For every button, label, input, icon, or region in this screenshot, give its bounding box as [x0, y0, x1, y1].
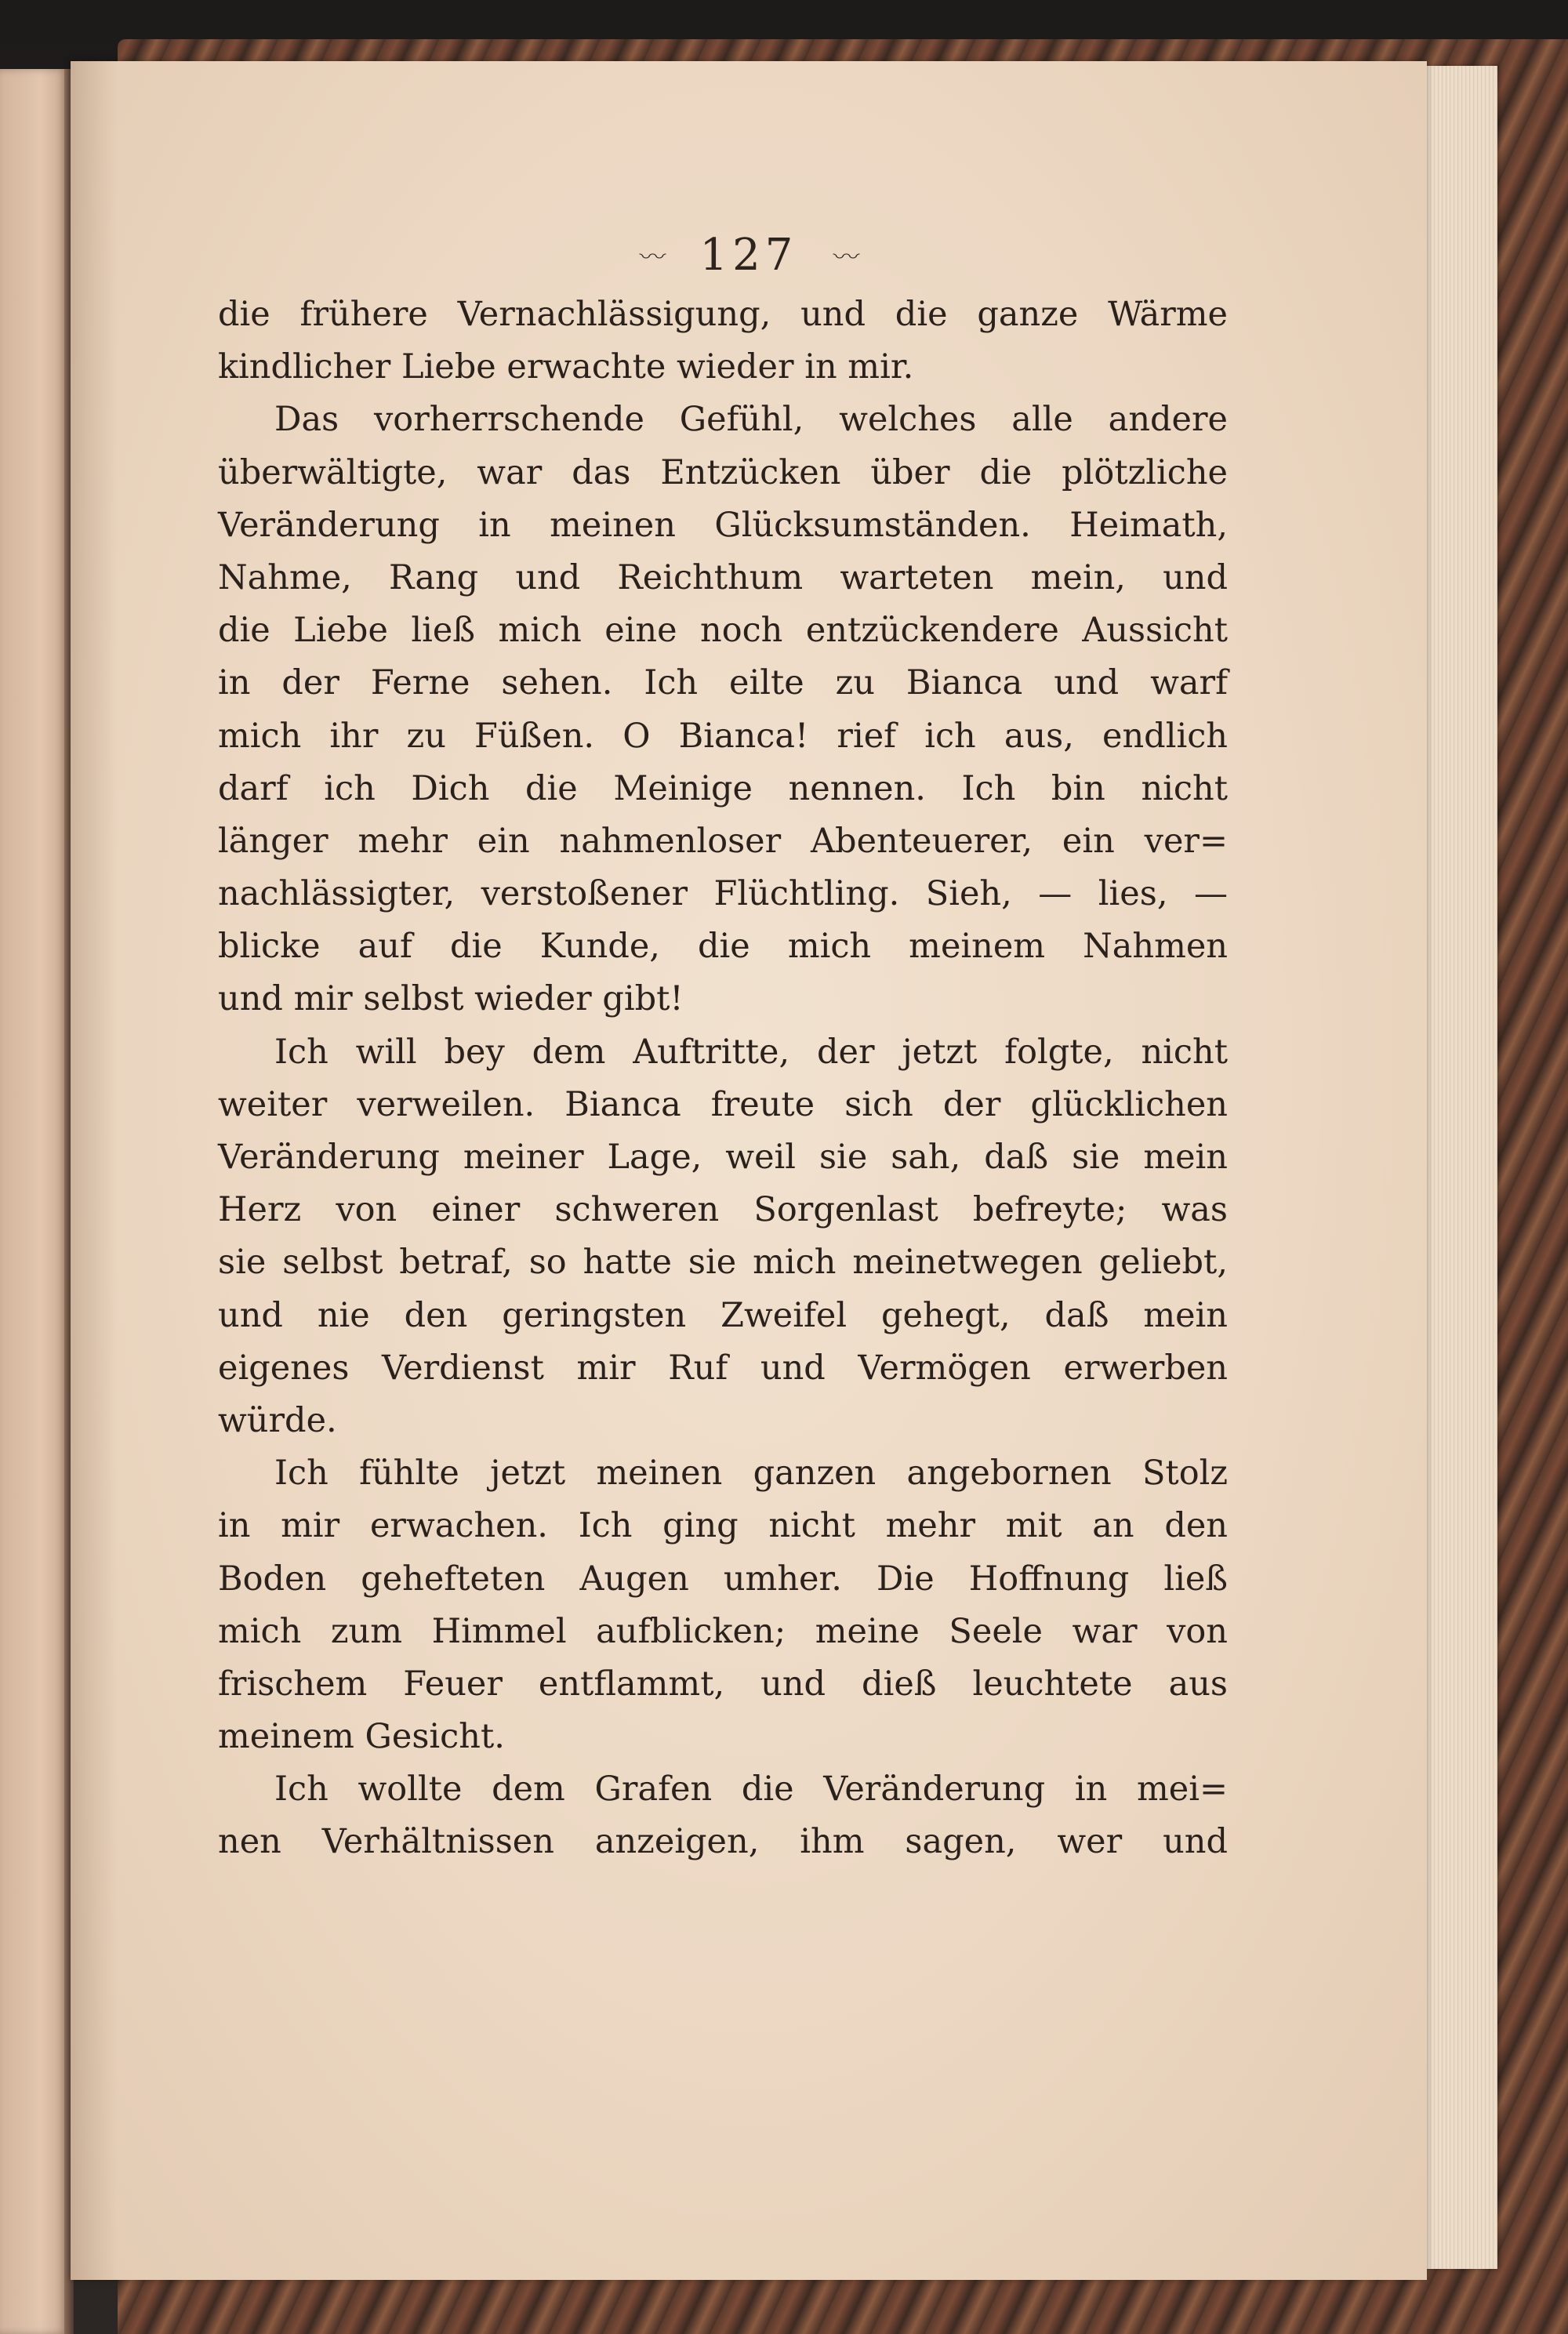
- text-line: mich ihr zu Füßen. O Bianca! rief ich aus, endlich: [218, 716, 1228, 756]
- text-line: nachlässigter, verstoßener Flüchtling. Sieh, — lies, —: [218, 874, 1228, 914]
- text-line: und mir selbst wieder gibt!: [218, 979, 684, 1019]
- page-number: 127: [699, 230, 798, 281]
- text-line: meinem Gesicht.: [218, 1717, 505, 1757]
- page-header: [71, 230, 1427, 281]
- text-line: weiter verweilen. Bianca freute sich der glücklichen: [218, 1084, 1228, 1124]
- text-line: Ich wollte dem Grafen die Veränderung in mei=: [274, 1770, 1228, 1809]
- body-text: [218, 289, 1228, 1869]
- text-line: sie selbst betraf, so hatte sie mich meinetwegen geliebt,: [218, 1243, 1228, 1283]
- text-line: kindlicher Liebe erwachte wieder in mir.: [218, 347, 914, 387]
- text-line: darf ich Dich die Meinige nennen. Ich bin nicht: [218, 768, 1228, 808]
- text-line: eigenes Verdienst mir Ruf und Vermögen erwerben: [218, 1348, 1228, 1388]
- text-line: Ich fühlte jetzt meinen ganzen angebornen Stolz: [274, 1454, 1228, 1494]
- text-line: Veränderung in meinen Glücksumständen. Heimath,: [218, 505, 1228, 545]
- text-line: frischem Feuer entflammt, und dieß leuchtete aus: [218, 1664, 1228, 1704]
- text-line: Ich will bey dem Auftritte, der jetzt folgte, nicht: [274, 1032, 1228, 1072]
- text-line: Das vorherrschende Gefühl, welches alle andere: [274, 400, 1228, 440]
- text-line: Herz von einer schweren Sorgenlast befreyte; was: [218, 1190, 1228, 1230]
- text-line: blicke auf die Kunde, die mich meinem Nahmen: [218, 927, 1228, 967]
- text-line: die Liebe ließ mich eine noch entzückendere Aussicht: [218, 611, 1228, 651]
- previous-page-edge: [0, 69, 67, 2334]
- text-line: Veränderung meiner Lage, weil sie sah, daß sie mein: [218, 1138, 1228, 1177]
- text-line: und nie den geringsten Zweifel gehegt, daß mein: [218, 1295, 1228, 1335]
- text-line: länger mehr ein nahmenloser Abenteuerer, ein ver=: [218, 821, 1228, 861]
- text-line: die frühere Vernachlässigung, und die ganze Wärme: [218, 295, 1228, 334]
- text-line: überwältigte, war das Entzücken über die plötzliche: [218, 452, 1228, 492]
- book-page: [71, 61, 1427, 2280]
- text-line: Nahme, Rang und Reichthum warteten mein, und: [218, 557, 1228, 597]
- text-line: Boden gehefteten Augen umher. Die Hoffnung ließ: [218, 1559, 1228, 1599]
- text-line: mich zum Himmel aufblicken; meine Seele war von: [218, 1611, 1228, 1651]
- flourish-left: 〰: [639, 245, 665, 268]
- text-line: in der Ferne sehen. Ich eilte zu Bianca und warf: [218, 663, 1228, 703]
- flourish-right: 〰: [833, 245, 858, 268]
- text-line: würde.: [218, 1400, 337, 1440]
- text-line: nen Verhältnissen anzeigen, ihm sagen, wer und: [218, 1822, 1228, 1862]
- text-line: in mir erwachen. Ich ging nicht mehr mit an den: [218, 1506, 1228, 1546]
